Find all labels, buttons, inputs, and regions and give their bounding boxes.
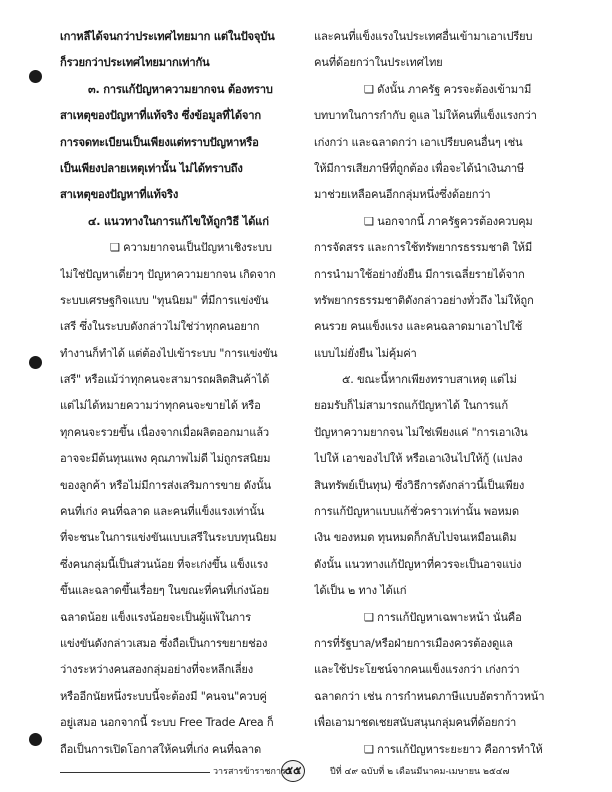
text-line: หรืออีกนัยหนึ่งระบบนี้จะต้องมี "คนจน"ควบคู่ — [60, 689, 267, 703]
text-line: และคนที่แข็งแรงในประเทศอื่นเข้ามาเอาเปรียบ — [314, 30, 533, 43]
text-line: ได้เป็น ๒ ทาง ได้แก่ — [314, 584, 407, 598]
text-line: ❑ ความยากจนเป็นปัญหาเชิงระบบ — [110, 241, 272, 255]
text-line: เพื่อเอามาชดเชยสนับสนุนกลุ่มคนที่ด้อยกว่า — [314, 716, 517, 730]
text-line: ❑ การแก้ปัญหาระยะยาว คือการทำให้ — [364, 742, 543, 756]
text-line: ถือเป็นการเปิดโอกาสให้คนที่เก่ง คนที่ฉลาด — [60, 742, 262, 756]
text-line: การจดทะเบียนเป็นเพียงแต่ทราบปัญหาหรือ — [60, 135, 259, 149]
text-line: ๓. การแก้ปัญหาความยากจน ต้องทราบ — [88, 82, 273, 96]
text-line: และใช้ประโยชน์จากคนแข็งแรงกว่า เก่งกว่า — [314, 663, 520, 677]
text-line: แบบไม่ยั่งยืน ไม่คุ้มค่า — [314, 346, 417, 360]
journal-name: วารสารข้าราชการ — [213, 767, 286, 777]
binder-hole — [29, 733, 42, 746]
text-line: อาจจะมีต้นทุนแพง คุณภาพไม่ดี ไม่ถูกรสนิยม — [60, 452, 271, 466]
text-line: เป็นเพียงปลายเหตุเท่านั้น ไม่ได้ทราบถึง — [60, 161, 243, 175]
text-line: ฉลาดน้อย แข็งแรงน้อยจะเป็นผู้แพ้ในการ — [60, 610, 251, 624]
binder-hole — [29, 70, 42, 83]
footer-rule-left — [60, 772, 210, 773]
text-line: อยู่เสมอ นอกจากนี้ ระบบ Free Trade Area ก็ — [60, 716, 274, 730]
text-line: ❑ นอกจากนี้ ภาครัฐควรต้องควบคุม — [364, 214, 533, 228]
text-line: สินทรัพย์เป็นทุน) ซึ่งวิธีการดังกล่าวนี้เป็นเพียง — [314, 478, 525, 492]
text-line: สาเหตุของปัญหาที่แท้จริง — [60, 188, 179, 202]
text-line: ฉลาดกว่า เช่น การกำหนดภาษีแบบอัตราก้าวหน้า — [314, 689, 545, 703]
text-line: คนที่ด้อยกว่าในประเทศไทย — [314, 56, 443, 70]
text-line: คนรวย คนแข็งแรง และคนฉลาดมาเอาไปใช้ — [314, 320, 523, 334]
text-line: การที่รัฐบาล/หรือฝ่ายการเมืองควรต้องดูแล — [314, 636, 513, 650]
text-line: ซึ่งคนกลุ่มนี้เป็นส่วนน้อย ที่จะเก่งขึ้น แข็งแรง — [60, 557, 268, 571]
left-column — [60, 24, 320, 763]
text-line: ❑ การแก้ปัญหาเฉพาะหน้า นั่นคือ — [364, 610, 522, 624]
text-line: การจัดสรร และการใช้ทรัพยากรธรรมชาติ ให้มี — [314, 241, 532, 255]
text-line: สาเหตุของปัญหาที่แท้จริง ซึ่งข้อมูลที่ได้จาก — [60, 109, 261, 123]
text-line: บทบาทในการกำกับ ดูแล ไม่ให้คนที่แข็งแรงกว่า — [314, 109, 537, 123]
text-line: ว่างระหว่างคนสองกลุ่มอย่างที่จะหลีกเลี่ยง — [60, 663, 254, 677]
binder-hole — [29, 356, 42, 369]
text-line: เสรี ซึ่งในระบบดังกล่าวไม่ใช่ว่าทุกคนอยาก — [60, 320, 260, 334]
text-line: ยอมรับก็ไม่สามารถแก้ปัญหาได้ ในการแก้ — [314, 399, 508, 413]
text-line: เกาหลีได้จนกว่าประเทศไทยมาก แต่ในปัจจุบัน — [60, 30, 275, 43]
page-footer — [0, 760, 612, 784]
text-line: ❑ ดังนั้น ภาครัฐ ควรจะต้องเข้ามามี — [364, 82, 532, 96]
text-line: ระบบเศรษฐกิจแบบ "ทุนนิยม" ที่มีการแข่งขัน — [60, 293, 269, 307]
text-line: การนำมาใช้อย่างยั่งยืน มีการเฉลี่ยรายได้จาก — [314, 267, 525, 281]
text-line: เก่งกว่า และฉลาดกว่า เอาเปรียบคนอื่นๆ เช่น — [314, 135, 523, 149]
text-line: ๔. แนวทางในการแก้ไขให้ถูกวิธี ได้แก่ — [88, 214, 269, 228]
text-line: ปัญหาความยากจน ไม่ใช่เพียงแค่ "การเอาเงิน — [314, 425, 528, 439]
text-line: ดังนั้น แนวทางแก้ปัญหาที่ควรจะเป็นอาจแบ่ง — [314, 557, 522, 571]
text-line: ให้มีการเสียภาษีที่ถูกต้อง เพื่อจะได้นำเงินภาษี — [314, 161, 525, 175]
text-line: ไม่ใช่ปัญหาเดี่ยวๆ ปัญหาความยากจน เกิดจาก — [60, 267, 276, 281]
text-line: แต่ไม่ได้หมายความว่าทุกคนจะขายได้ หรือ — [60, 399, 261, 413]
text-line: เงิน ของหมด ทุนหมดก็กลับไปจนเหมือนเดิม — [314, 531, 517, 545]
text-line: ทรัพยากรธรรมชาติดังกล่าวอย่างทั่วถึง ไม่ให้ถูก — [314, 293, 534, 307]
text-line: ที่จะชนะในการแข่งขันแบบเสรีในระบบทุนนิยม — [60, 531, 277, 545]
text-line: ทำงานก็ทำได้ แต่ต้องไปเข้าระบบ "การแข่งขัน — [60, 346, 278, 360]
text-line: ๕. ขณะนี้หากเพียงทราบสาเหตุ แต่ไม่ — [342, 373, 517, 387]
text-line: ของลูกค้า หรือไม่มีการส่งเสริมการขาย ดังนั้น — [60, 478, 271, 492]
text-line: ก็รวยกว่าประเทศไทยมากเท่ากัน — [60, 56, 210, 70]
text-line: ทุกคนจะรวยขึ้น เนื่องจากเมื่อผลิตออกมาแล้ว — [60, 425, 270, 439]
text-line: การแก้ปัญหาแบบแก้ชั่วคราวเท่านั้น พอหมด — [314, 505, 519, 519]
issue-info: ปีที่ ๔๙ ฉบับที่ ๒ เดือนมีนาคม-เมษายน ๒๕๔๗ — [330, 767, 510, 777]
page-number: ๕๕ — [281, 760, 305, 782]
text-line: คนที่เก่ง คนที่ฉลาด และคนที่แข็งแรงเท่านั้น — [60, 505, 265, 519]
text-line: แข่งขันดังกล่าวเสมอ ซึ่งถือเป็นการขยายช่อง — [60, 636, 268, 650]
text-line: ขึ้นและฉลาดขึ้นเรื่อยๆ ในขณะที่คนที่เก่งน้อย — [60, 584, 269, 598]
text-line: เสรี" หรือแม้ว่าทุกคนจะสามารถผลิตสินค้าได้ — [60, 373, 270, 387]
right-column — [314, 24, 574, 763]
text-line: มาช่วยเหลือคนอีกกลุ่มหนึ่งซึ่งด้อยกว่า — [314, 188, 491, 202]
text-line: ไปให้ เอาของไปให้ หรือเอาเงินไปให้กู้ (แปลง — [314, 452, 523, 466]
